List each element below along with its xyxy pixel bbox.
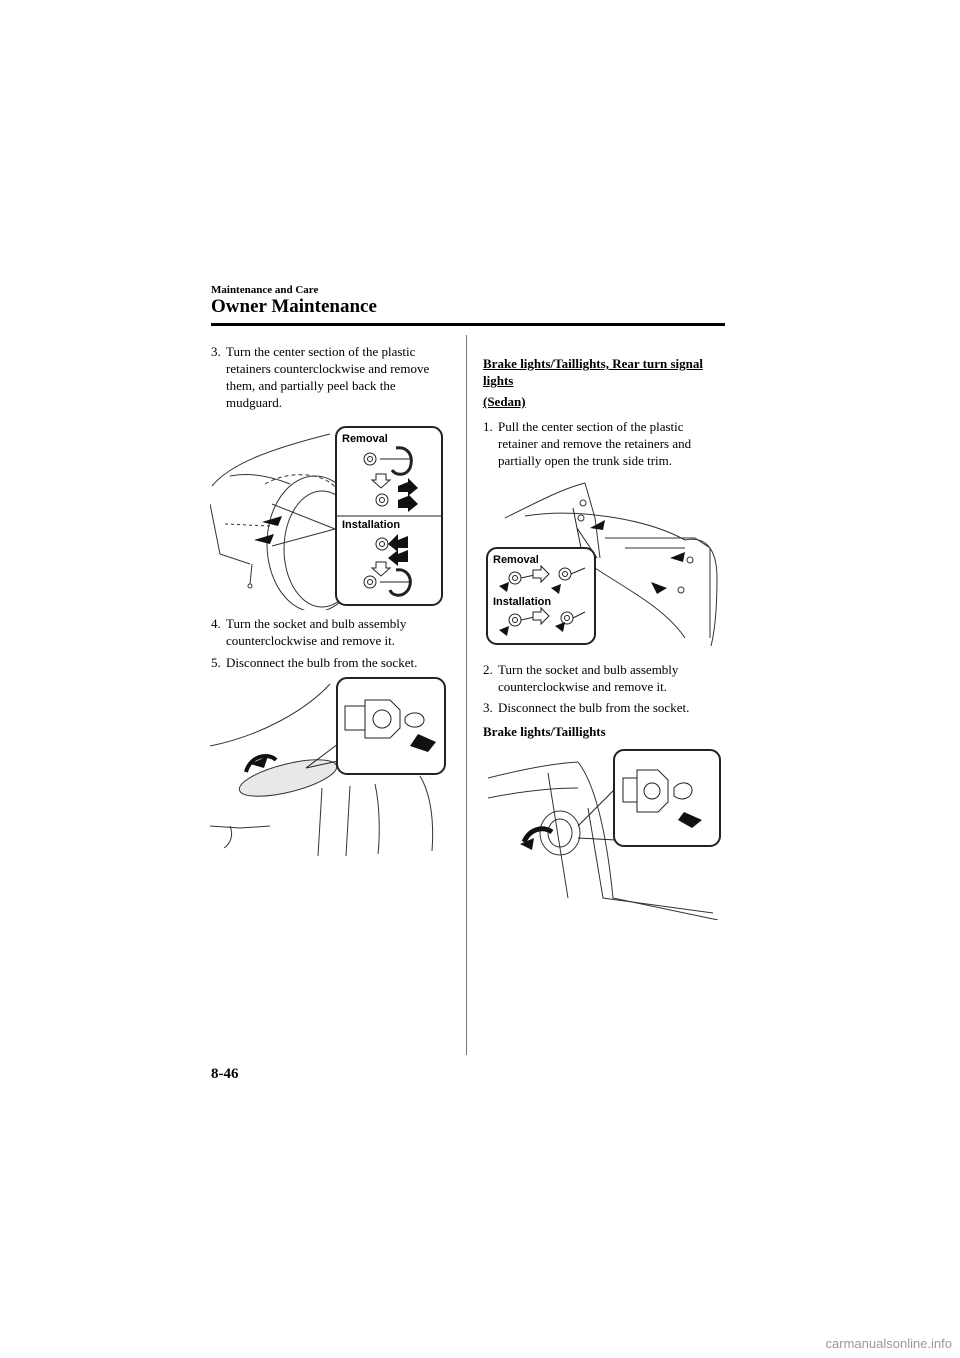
mudguard-retainer-illustration	[210, 424, 446, 610]
step-number: 3.	[211, 344, 221, 359]
installation-label: Installation	[342, 519, 401, 531]
step-number: 3.	[483, 700, 493, 715]
installation-label: Installation	[493, 596, 552, 608]
step-text: Disconnect the bulb from the socket.	[498, 700, 690, 715]
removal-label: Removal	[342, 433, 388, 445]
side-marker-socket-illustration	[210, 676, 450, 856]
step-text: Pull the center section of the plastic retainer and remove the retainers and partially open the trunk side trim.	[498, 419, 692, 468]
step-number: 2.	[483, 662, 493, 677]
step-3-right	[483, 699, 713, 716]
page-title: Owner Maintenance	[211, 296, 377, 317]
brake-lights-subheading: Brake lights/Taillights	[483, 724, 606, 739]
page-number: 8-46	[211, 1066, 239, 1082]
step-number: 1.	[483, 419, 493, 434]
step-1-right	[483, 418, 713, 469]
step-number: 4.	[211, 616, 221, 631]
brake-light-socket-illustration	[488, 748, 723, 920]
removal-label: Removal	[493, 554, 539, 566]
step-text: Turn the center section of the plastic retainers counterclockwise and remove them, and partially peel back the mudguard.	[226, 344, 430, 410]
step-number: 5.	[211, 655, 221, 670]
sedan-subheading: (Sedan)	[483, 394, 526, 409]
step-text: Disconnect the bulb from the socket.	[226, 655, 418, 670]
section-label: Maintenance and Care	[211, 284, 319, 296]
step-text: Turn the socket and bulb assembly counterclockwise and remove it.	[226, 616, 407, 648]
title-rule	[211, 323, 725, 326]
step-2-right	[483, 661, 713, 695]
footer-watermark: carmanualsonline.info	[825, 1336, 952, 1351]
column-divider	[466, 335, 467, 1055]
step-text: Turn the socket and bulb assembly counterclockwise and remove it.	[498, 662, 679, 694]
step-5-left	[211, 654, 441, 671]
trunk-trim-retainer-illustration	[485, 478, 730, 648]
step-4-left	[211, 615, 441, 649]
step-3-left	[211, 343, 441, 411]
brake-lights-heading: Brake lights/Taillights, Rear turn signal lights	[483, 356, 703, 388]
